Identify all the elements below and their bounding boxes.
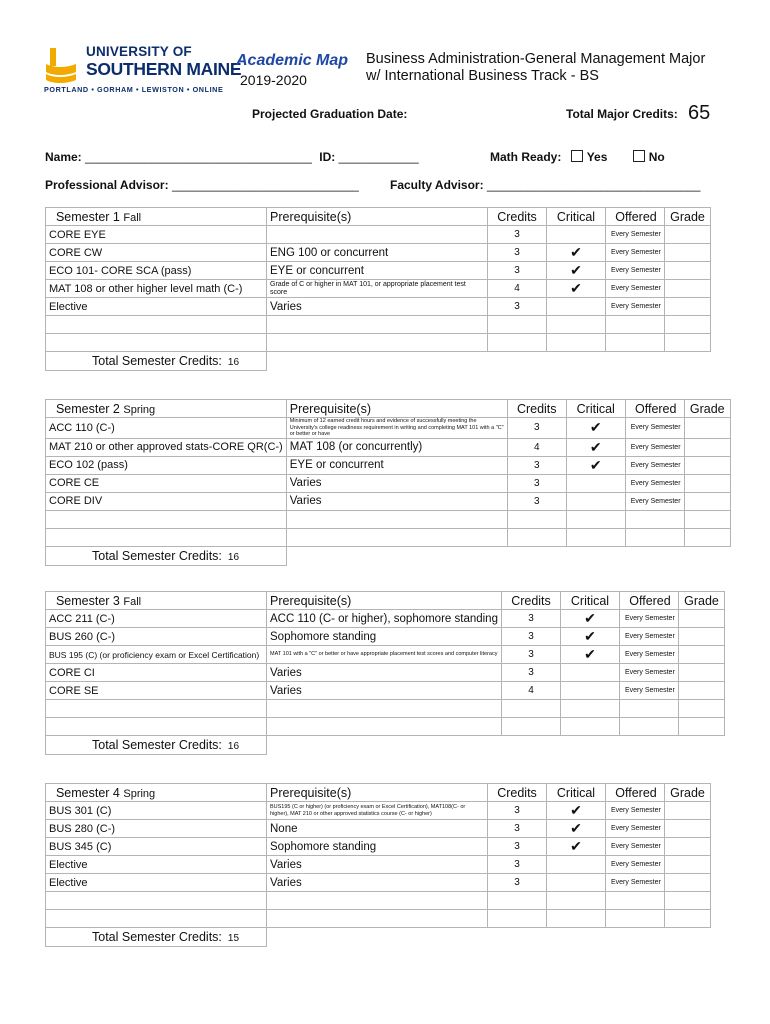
grade-cell[interactable] (665, 244, 711, 262)
critical-cell: ✔ (566, 456, 625, 474)
empty-cell[interactable] (547, 910, 606, 928)
course-cell: CORE SE (46, 682, 267, 700)
grade-header: Grade (665, 784, 711, 802)
course-row (46, 438, 731, 456)
prereq-cell: None (267, 820, 488, 838)
offered-cell: Every Semester (606, 838, 665, 856)
critical-cell (547, 298, 606, 316)
grade-cell[interactable] (665, 802, 711, 820)
major-title (366, 51, 705, 85)
critical-cell (547, 874, 606, 892)
semester-label: Semester 1 (55, 209, 120, 224)
semester-label-cell (46, 592, 267, 610)
offered-cell: Every Semester (606, 280, 665, 298)
id-blank[interactable]: ____________ (338, 150, 419, 164)
faculty-advisor-label: Faculty Advisor: (390, 178, 484, 192)
critical-cell (547, 856, 606, 874)
prereq-cell: BUS195 (C or higher) (or proficiency exam or Excel Certification), MAT108(C- or higher), MAT 210 or other approved statistics course (C- or higher) (267, 802, 488, 820)
grade-header: Grade (684, 400, 730, 418)
math-yes-label: Yes (586, 150, 608, 164)
empty-cell[interactable] (619, 718, 678, 736)
semester-label-cell (46, 400, 287, 418)
credits-cell: 3 (488, 226, 547, 244)
empty-cell[interactable] (619, 700, 678, 718)
semester-1-table (45, 207, 711, 371)
course-row (46, 820, 711, 838)
offered-cell: Every Semester (606, 874, 665, 892)
total-semester-credits-label: Total Semester Credits: (92, 548, 222, 563)
empty-cell[interactable] (665, 316, 711, 334)
grade-header: Grade (665, 208, 711, 226)
empty-cell[interactable] (547, 334, 606, 352)
course-cell: Elective (46, 298, 267, 316)
semester-2-table (45, 399, 731, 566)
credits-header: Credits (501, 592, 560, 610)
semester-3-table (45, 591, 725, 755)
prereq-cell: Varies (267, 664, 502, 682)
empty-cell[interactable] (46, 700, 267, 718)
credits-cell: 3 (507, 492, 566, 510)
course-cell: CORE EYE (46, 226, 267, 244)
offered-cell: Every Semester (625, 474, 684, 492)
offered-cell: Every Semester (606, 262, 665, 280)
prereq-cell: Varies (267, 874, 488, 892)
grade-cell[interactable] (665, 262, 711, 280)
empty-row (46, 910, 711, 928)
empty-cell[interactable] (488, 910, 547, 928)
empty-row (46, 700, 725, 718)
projected-graduation-label: Projected Graduation Date: (252, 107, 408, 121)
empty-cell[interactable] (606, 334, 665, 352)
course-row (46, 492, 731, 510)
credits-header: Credits (507, 400, 566, 418)
prereq-cell: ENG 100 or concurrent (267, 244, 488, 262)
critical-cell (560, 664, 619, 682)
total-semester-credits-value: 16 (227, 357, 240, 368)
total-semester-credits-value: 16 (227, 741, 240, 752)
critical-cell (566, 474, 625, 492)
offered-header: Offered (606, 784, 665, 802)
empty-cell[interactable] (501, 718, 560, 736)
offered-header: Offered (619, 592, 678, 610)
offered-cell: Every Semester (606, 856, 665, 874)
grade-cell[interactable] (665, 874, 711, 892)
empty-cell[interactable] (507, 528, 566, 546)
logo-southern-maine: SOUTHERN MAINE (86, 59, 242, 79)
prereq-cell: Sophomore standing (267, 838, 488, 856)
empty-row (46, 528, 731, 546)
course-row (46, 610, 725, 628)
prereq-cell: EYE or concurrent (267, 262, 488, 280)
course-row (46, 456, 731, 474)
course-cell: CORE CW (46, 244, 267, 262)
credits-cell: 3 (488, 820, 547, 838)
name-label: Name: (45, 150, 82, 164)
semester-header-row (46, 784, 711, 802)
empty-cell[interactable] (560, 718, 619, 736)
total-semester-credits-label: Total Semester Credits: (92, 930, 222, 944)
offered-header: Offered (606, 208, 665, 226)
empty-cell[interactable] (267, 316, 488, 334)
total-row (46, 736, 725, 755)
credits-cell: 3 (507, 456, 566, 474)
empty-cell[interactable] (625, 510, 684, 528)
empty-cell[interactable] (267, 718, 502, 736)
professional-advisor-label: Professional Advisor: (45, 178, 169, 192)
empty-cell[interactable] (684, 510, 730, 528)
empty-cell[interactable] (46, 510, 287, 528)
critical-cell: ✔ (547, 244, 606, 262)
offered-cell: Every Semester (619, 664, 678, 682)
grade-cell[interactable] (665, 820, 711, 838)
empty-row (46, 334, 711, 352)
course-cell: CORE CI (46, 664, 267, 682)
total-semester-credits-value: 16 (227, 551, 240, 563)
empty-row (46, 718, 725, 736)
credits-cell: 3 (507, 474, 566, 492)
empty-cell[interactable] (267, 334, 488, 352)
empty-cell[interactable] (267, 700, 502, 718)
credits-cell: 3 (501, 646, 560, 664)
credits-cell: 3 (507, 418, 566, 439)
critical-header: Critical (547, 784, 606, 802)
grade-cell[interactable] (678, 682, 724, 700)
total-semester-credits-label: Total Semester Credits: (92, 354, 222, 368)
critical-cell: ✔ (566, 418, 625, 439)
total-cell (46, 928, 267, 947)
grade-cell[interactable] (684, 456, 730, 474)
grade-cell[interactable] (665, 280, 711, 298)
offered-cell: Every Semester (606, 244, 665, 262)
credits-cell: 3 (488, 244, 547, 262)
course-cell: CORE CE (46, 474, 287, 492)
prereq-header: Prerequisite(s) (286, 400, 507, 418)
course-cell: BUS 195 (C) (or proficiency exam or Excel Certification) (46, 646, 267, 664)
math-ready-label: Math Ready: (490, 150, 562, 164)
prereq-header: Prerequisite(s) (267, 592, 502, 610)
semester-header-row (46, 592, 725, 610)
semester-header-row (46, 400, 731, 418)
grade-cell[interactable] (678, 646, 724, 664)
grade-cell[interactable] (665, 838, 711, 856)
major-line-1: Business Administration-General Management Major (366, 51, 706, 67)
semester-label-cell (46, 784, 267, 802)
semester-label-cell (46, 208, 267, 226)
empty-cell[interactable] (547, 316, 606, 334)
course-cell: ECO 101- CORE SCA (pass) (46, 262, 267, 280)
name-blank[interactable]: __________________________________ (85, 150, 312, 164)
faculty-advisor-blank[interactable]: ________________________________ (486, 178, 701, 192)
math-ready-field (490, 150, 665, 164)
critical-header: Critical (566, 400, 625, 418)
course-cell: BUS 345 (C) (46, 838, 267, 856)
critical-cell: ✔ (547, 838, 606, 856)
empty-row (46, 316, 711, 334)
academic-year: 2019-2020 (240, 72, 307, 88)
critical-cell (547, 226, 606, 244)
offered-header: Offered (625, 400, 684, 418)
offered-cell: Every Semester (606, 226, 665, 244)
empty-cell[interactable] (606, 316, 665, 334)
empty-cell[interactable] (286, 528, 507, 546)
semester-label: Semester 2 (55, 401, 120, 416)
credits-cell: 3 (501, 628, 560, 646)
prereq-cell: Grade of C or higher in MAT 101, or appropriate placement test score (267, 280, 488, 298)
critical-cell: ✔ (547, 802, 606, 820)
semester-label: Semester 4 (55, 785, 120, 800)
course-row (46, 628, 725, 646)
empty-cell[interactable] (566, 510, 625, 528)
prereq-cell: MAT 101 with a "C" or better or have appropriate placement test scores and computer literacy (267, 646, 502, 664)
semester-term: Spring (123, 403, 156, 416)
course-cell: BUS 280 (C-) (46, 820, 267, 838)
empty-cell[interactable] (46, 528, 287, 546)
empty-cell[interactable] (46, 910, 267, 928)
prereq-cell: Varies (286, 492, 507, 510)
grade-cell[interactable] (684, 438, 730, 456)
logo-campuses: PORTLAND • GORHAM • LEWISTON • ONLINE (44, 85, 224, 94)
critical-cell: ✔ (547, 262, 606, 280)
course-row (46, 664, 725, 682)
critical-cell (566, 492, 625, 510)
offered-cell: Every Semester (619, 682, 678, 700)
course-cell: Elective (46, 856, 267, 874)
empty-cell[interactable] (46, 718, 267, 736)
course-row (46, 298, 711, 316)
total-cell (46, 736, 267, 755)
empty-cell[interactable] (488, 892, 547, 910)
lighthouse-logo-icon (44, 46, 78, 84)
math-no-label: No (648, 150, 665, 164)
academic-map-title: Academic Map (236, 52, 349, 69)
credits-cell: 3 (488, 262, 547, 280)
prereq-cell: Varies (267, 298, 488, 316)
faculty-advisor-field[interactable] (390, 178, 700, 192)
credits-cell: 3 (488, 802, 547, 820)
credits-cell: 3 (501, 610, 560, 628)
empty-cell[interactable] (606, 892, 665, 910)
logo-university-of: UNIVERSITY OF (86, 44, 192, 59)
total-row (46, 546, 731, 565)
credits-cell: 3 (488, 874, 547, 892)
math-yes-checkbox[interactable] (571, 150, 583, 162)
empty-cell[interactable] (678, 700, 724, 718)
empty-cell[interactable] (547, 892, 606, 910)
prereq-cell (267, 226, 488, 244)
empty-cell[interactable] (267, 910, 488, 928)
course-row (46, 418, 731, 439)
credits-cell: 3 (488, 298, 547, 316)
course-cell: BUS 301 (C) (46, 802, 267, 820)
empty-cell[interactable] (507, 510, 566, 528)
total-major-credits-value: 65 (688, 102, 711, 124)
total-row (46, 928, 711, 947)
grade-cell[interactable] (684, 474, 730, 492)
empty-cell[interactable] (46, 316, 267, 334)
empty-cell[interactable] (678, 718, 724, 736)
critical-cell: ✔ (547, 820, 606, 838)
prereq-cell: EYE or concurrent (286, 456, 507, 474)
empty-cell[interactable] (606, 910, 665, 928)
empty-cell[interactable] (665, 334, 711, 352)
critical-header: Critical (560, 592, 619, 610)
prereq-header: Prerequisite(s) (267, 784, 488, 802)
offered-cell: Every Semester (625, 418, 684, 439)
grade-cell[interactable] (665, 856, 711, 874)
course-row (46, 646, 725, 664)
offered-cell: Every Semester (606, 820, 665, 838)
prereq-cell: ACC 110 (C- or higher), sophomore standing (267, 610, 502, 628)
semester-term: Spring (123, 787, 156, 800)
semester-header-row (46, 208, 711, 226)
prereq-header: Prerequisite(s) (267, 208, 488, 226)
id-label: ID: (319, 150, 336, 164)
semester-term: Fall (123, 595, 142, 608)
course-row (46, 280, 711, 298)
credits-cell: 3 (501, 664, 560, 682)
offered-cell: Every Semester (606, 802, 665, 820)
course-cell: ACC 110 (C-) (46, 418, 287, 439)
prereq-cell: Varies (267, 682, 502, 700)
offered-cell: Every Semester (625, 438, 684, 456)
total-semester-credits-label: Total Semester Credits: (92, 738, 222, 752)
course-cell: Elective (46, 874, 267, 892)
offered-cell: Every Semester (619, 610, 678, 628)
grade-header: Grade (678, 592, 724, 610)
grade-cell[interactable] (678, 610, 724, 628)
professional-advisor-blank[interactable]: ____________________________ (171, 178, 359, 192)
empty-cell[interactable] (488, 334, 547, 352)
empty-cell[interactable] (625, 528, 684, 546)
empty-row (46, 510, 731, 528)
critical-header: Critical (547, 208, 606, 226)
offered-cell: Every Semester (625, 456, 684, 474)
usm-logo (44, 44, 242, 96)
course-cell: CORE DIV (46, 492, 287, 510)
critical-cell: ✔ (560, 628, 619, 646)
critical-cell: ✔ (560, 646, 619, 664)
offered-cell: Every Semester (619, 646, 678, 664)
major-line-2: w/ International Business Track - BS (366, 68, 599, 84)
credits-header: Credits (488, 784, 547, 802)
total-row (46, 352, 711, 371)
offered-cell: Every Semester (606, 298, 665, 316)
credits-cell: 3 (488, 838, 547, 856)
empty-cell[interactable] (46, 334, 267, 352)
course-cell: MAT 210 or other approved stats-CORE QR(C-) (46, 438, 287, 456)
credits-cell: 4 (488, 280, 547, 298)
empty-cell[interactable] (560, 700, 619, 718)
course-cell: BUS 260 (C-) (46, 628, 267, 646)
prereq-cell: Varies (286, 474, 507, 492)
empty-cell[interactable] (566, 528, 625, 546)
critical-cell: ✔ (566, 438, 625, 456)
prereq-cell: MAT 108 (or concurrently) (286, 438, 507, 456)
course-row (46, 244, 711, 262)
semester-term: Fall (123, 211, 142, 224)
course-cell: MAT 108 or other higher level math (C-) (46, 280, 267, 298)
prereq-cell: Varies (267, 856, 488, 874)
course-row (46, 838, 711, 856)
name-field[interactable] (45, 150, 419, 164)
credits-cell: 3 (488, 856, 547, 874)
course-cell: ACC 211 (C-) (46, 610, 267, 628)
course-row (46, 262, 711, 280)
credits-cell: 4 (507, 438, 566, 456)
professional-advisor-field[interactable] (45, 178, 359, 192)
course-cell: ECO 102 (pass) (46, 456, 287, 474)
total-cell (46, 352, 267, 371)
empty-cell[interactable] (665, 892, 711, 910)
critical-cell: ✔ (560, 610, 619, 628)
offered-cell: Every Semester (625, 492, 684, 510)
semester-label: Semester 3 (55, 593, 120, 608)
course-row (46, 226, 711, 244)
credits-header: Credits (488, 208, 547, 226)
course-row (46, 802, 711, 820)
empty-cell[interactable] (684, 528, 730, 546)
empty-cell[interactable] (501, 700, 560, 718)
credits-cell: 4 (501, 682, 560, 700)
prereq-cell: Minimum of 12 earned credit hours and evidence of successfully meeting the University's college readiness requirement in writing and completing MAT 101 with a "C" or better or have (286, 418, 507, 439)
grade-cell[interactable] (665, 226, 711, 244)
empty-cell[interactable] (46, 892, 267, 910)
critical-cell: ✔ (547, 280, 606, 298)
course-row (46, 874, 711, 892)
offered-cell: Every Semester (619, 628, 678, 646)
empty-cell[interactable] (267, 892, 488, 910)
total-major-credits-label: Total Major Credits: (566, 107, 678, 121)
total-cell (46, 546, 287, 565)
semester-4-table (45, 783, 711, 947)
empty-cell[interactable] (665, 910, 711, 928)
total-semester-credits-value: 15 (227, 933, 240, 944)
grade-cell[interactable] (678, 628, 724, 646)
critical-cell (560, 682, 619, 700)
empty-cell[interactable] (488, 316, 547, 334)
grade-cell[interactable] (665, 298, 711, 316)
grade-cell[interactable] (678, 664, 724, 682)
course-row (46, 856, 711, 874)
prereq-cell: Sophomore standing (267, 628, 502, 646)
empty-cell[interactable] (286, 510, 507, 528)
empty-row (46, 892, 711, 910)
math-no-checkbox[interactable] (633, 150, 645, 162)
course-row (46, 474, 731, 492)
course-row (46, 682, 725, 700)
grade-cell[interactable] (684, 418, 730, 439)
grade-cell[interactable] (684, 492, 730, 510)
